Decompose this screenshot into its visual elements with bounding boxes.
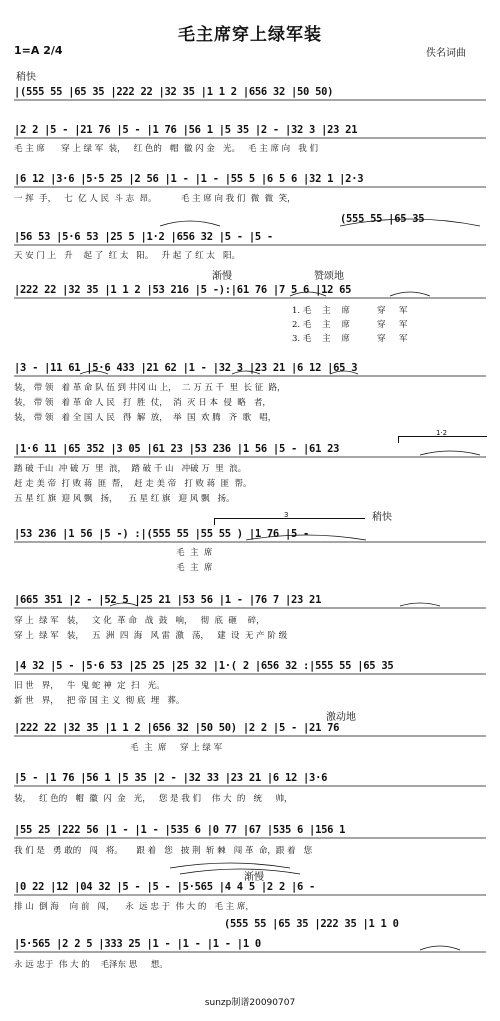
lyric-row: 踏 破 千山 冲 破 万 里 浪， 踏 破 千 山 冲破 万 里 浪。 bbox=[14, 464, 247, 474]
lyric-row: 永 远 忠于 伟 大 的 毛泽东 思 想。 bbox=[14, 960, 168, 970]
lyric-row: 3. 毛 主 席 穿 军 bbox=[292, 334, 408, 344]
lyric-row: 新 世 界， 把 帝 国 主 义 彻 底 埋 葬。 bbox=[14, 696, 185, 706]
notation-row: (555 55 |65 35 bbox=[340, 213, 425, 225]
lyric-row: 2. 毛 主 席 穿 军 bbox=[292, 320, 408, 330]
lyric-row: 装， 带 领 着 革 命 人 民 打 胜 仗， 消 灭 日 本 侵 略 者， bbox=[14, 398, 271, 408]
notation-row: |2 2 |5 - |21 76 |5 - |1 76 |56 1 |5 35 |2 - |32 3 |23 21 bbox=[14, 124, 358, 136]
triplet-label: 3 bbox=[284, 511, 289, 519]
lyric-row: 我 们 是 勇 敢的 闯 将。 跟 着 您 披 荆 斩 棘 闯 革 命，跟 着 您 bbox=[14, 846, 313, 856]
song-title: 毛主席穿上绿军装 bbox=[178, 25, 322, 45]
notation-row: |55 25 |222 56 |1 - |1 - |535 6 |0 77 |67 |535 6 |156 1 bbox=[14, 824, 346, 836]
notation-row: |4 32 |5 - |5·6 53 |25 25 |25 32 |1·( 2 |656 32 :|555 55 |65 35 bbox=[14, 660, 394, 672]
notation-row: |222 22 |32 35 |1 1 2 |656 32 |50 50) |2 2 |5 - |21 76 bbox=[14, 722, 340, 734]
lyric-row: 1. 毛 主 席 穿 军 bbox=[292, 306, 408, 316]
lyric-row: 五 星 红 旗 迎 风 飘 扬， 五 星 红 旗 迎 风 飘 扬。 bbox=[14, 494, 235, 504]
tempo-mark: 稍快 bbox=[372, 512, 392, 523]
lyric-row: 赶 走 美 帝 打 败 蒋 匪 帮， 赶 走 美 帝 打 败 蒋 匪 帮。 bbox=[14, 479, 252, 489]
volta-bracket bbox=[398, 436, 487, 443]
lyric-row: 毛 主 席 bbox=[14, 548, 213, 558]
notation-row: |56 53 |5·6 53 |25 5 |1·2 |656 32 |5 - |5 - bbox=[14, 231, 273, 243]
notation-row: |665 351 |2 - |52 5 |25 21 |53 56 |1 - |76 7 |23 21 bbox=[14, 594, 322, 606]
notation-row: |222 22 |32 35 |1 1 2 |53 216 |5 -):|61 76 |7 5 6 |12 65 bbox=[14, 284, 352, 296]
notation-row: |53 236 |1 56 |5 -) :|(555 55 |55 55 ) |1 76 |5 - bbox=[14, 528, 310, 540]
footer-credit: sunzp制谱20090707 bbox=[204, 998, 296, 1008]
notation-row: |3 - |11 61 |5·6 433 |21 62 |1 - |32 3 |23 21 |6 12 |65 3 bbox=[14, 362, 358, 374]
tempo-mark: 激动地 bbox=[326, 712, 356, 723]
tempo-mark: 赞颂地 bbox=[314, 271, 344, 282]
lyric-row: 毛 主 席 bbox=[14, 563, 213, 573]
tempo-mark: 稍快 bbox=[16, 72, 36, 83]
composer-credit: 佚名词曲 bbox=[426, 48, 466, 59]
notation-row: (555 55 |65 35 |222 35 |1 1 0 bbox=[224, 918, 399, 930]
lyric-row: 穿 上 绿 军 装， 五 洲 四 海 风 雷 激 荡， 建 设 无 产 阶 级 bbox=[14, 631, 288, 641]
volta-label: 1·2 bbox=[436, 429, 448, 437]
tempo-mark: 渐慢 bbox=[212, 271, 232, 282]
lyric-row: 装， 带 领 着 全 国 人 民 得 解 放， 举 国 欢 腾 齐 歌 唱， bbox=[14, 413, 277, 423]
lyric-row: 排 山 倒 海 向 前 闯， 永 远 忠 于 伟 大 的 毛 主 席， bbox=[14, 902, 254, 912]
tempo-mark: 渐慢 bbox=[244, 872, 264, 883]
notation-row: |1·6 11 |65 352 |3 05 |61 23 |53 236 |1 56 |5 - |61 23 bbox=[14, 443, 340, 455]
lyric-row: 毛 主 席 穿 上 绿 军 装， 红 色的 帽 徽 闪 金 光。 毛 主 席 向 我 们 bbox=[14, 144, 318, 154]
lyric-row: 一 挥 手， 七 亿 人 民 斗 志 昂。 毛 主 席 向 我 们 微 微 笑， bbox=[14, 194, 296, 204]
notation-row: |6 12 |3·6 |5·5 25 |2 56 |1 - |1 - |55 5 |6 5 6 |32 1 |2·3 bbox=[14, 173, 364, 185]
notation-row: |(555 55 |65 35 |222 22 |32 35 |1 1 2 |656 32 |50 50) bbox=[14, 86, 334, 98]
notation-row: |5·565 |2 2 5 |333 25 |1 - |1 - |1 - |1 0 bbox=[14, 938, 261, 950]
lyric-row: 装， 带 领 着 革 命 队 伍 到 井冈 山 上， 二 万 五 千 里 长 征 路， bbox=[14, 383, 286, 393]
notation-row: |5 - |1 76 |56 1 |5 35 |2 - |32 33 |23 21 |6 12 |3·6 bbox=[14, 772, 328, 784]
lyric-row: 毛 主 席 穿 上 绿 军 bbox=[14, 743, 223, 753]
lyric-row: 旧 世 界， 牛 鬼 蛇 神 定 扫 光。 bbox=[14, 681, 165, 691]
triplet-bracket bbox=[214, 518, 365, 525]
lyric-row: 装， 红 色的 帽 徽 闪 金 光， 您 是 我 们 伟 大 的 统 帅， bbox=[14, 794, 293, 804]
lyric-row: 天 安 门 上 升 起 了 红 太 阳。 升 起 了 红 太 阳。 bbox=[14, 251, 240, 261]
key-signature: 1=A 2/4 bbox=[14, 44, 63, 57]
notation-row: |0 22 |12 |04 32 |5 - |5 - |5·565 |4 4 5 |2 2 |6 - bbox=[14, 881, 316, 893]
lyric-row: 穿 上 绿 军 装， 文 化 革 命 战 鼓 响， 彻 底 砸 碎， bbox=[14, 616, 265, 626]
